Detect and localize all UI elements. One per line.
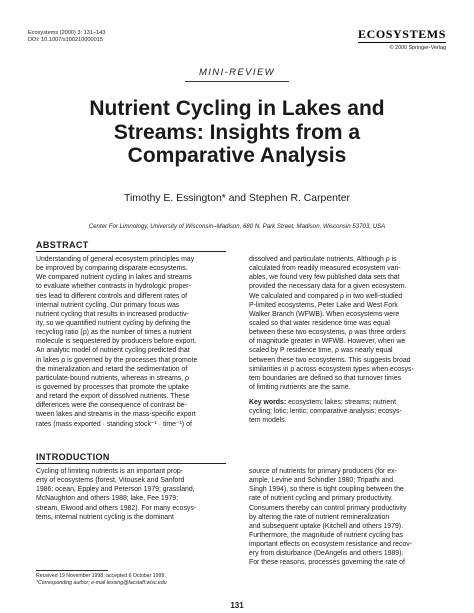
intro-line: stream, Elwood and others 1982). For many ecosys- [36,504,197,512]
abstract-line: tween lakes and streams in the mass-specific export [36,411,196,419]
abstract-line: We calculated and compared ρ in two well-studied [249,292,403,300]
page-number: 131 [230,601,244,610]
abstract-line: P-limited ecosystems, Peter Lake and West Fork [249,301,398,309]
copyright-notice: © 2000 Springer-Verlag [389,45,446,51]
abstract-line: between these two ecosystems, ρ was three orders [249,329,406,337]
intro-line: rate of nutrient cycling and primary productivity. [249,495,393,503]
abstract-line: rates (mass exported · standing stock⁻¹ · time⁻¹) of [36,420,192,428]
keywords-line [249,398,439,407]
author-affiliation: Center For Limnology, University of Wisconsin–Madison, 680 N. Park Street, Madison, Wisconsin 53703, USA [88,223,386,230]
keywords-line: cycling; lotic; lentic; comparative analysis; ecosys- [249,408,402,416]
intro-line: Furthermore, the magnitude of nutrient cycling has [249,531,403,539]
intro-line: Consumers thereby can control primary productivity [249,504,407,512]
abstract-line: and retard the export of dissolved nutrients. These [36,393,190,401]
abstract-line: to evaluate whether contrasts in hydrologic proper- [36,283,191,291]
received-dates: Received 19 November 1998; accepted 6 October 1999. [36,573,166,579]
intro-line: by altering the rate of nutrient remineralization [249,513,390,521]
title-line: Comparative Analysis [127,144,347,167]
introduction-heading-rule [36,463,226,464]
abstract-line: ables, we found very few published data sets that [249,274,400,282]
logo-wordmark: ECOSYSTEMS [357,27,446,41]
abstract-heading: ABSTRACT [36,240,89,250]
keywords-text: ecosystem; lakes; streams; nutrient [288,399,397,406]
abstract-right-column [249,255,439,392]
abstract-line: of limiting nutrients are the same. [249,383,351,391]
intro-line: 1986; ocean, Eppley and Peterson 1979; grassland, [36,486,195,494]
intro-line: Singh 1994), so there is tight coupling between the [249,486,404,494]
abstract-line: dissolved and particulate nutrients. Although ρ is [249,256,397,263]
intro-line: and subsequent uptake (Kitchell and others 1979). [249,522,403,530]
doi: DOI: 10.1007/s100210000015 [28,37,103,44]
abstract-line: An analytic model of nutrient cycling predicted that [36,347,190,355]
journal-citation [28,30,105,44]
abstract-line: scaled by P residence time, ρ was nearly equal [249,347,393,355]
intro-line: Cycling of limiting nutrients is an important prop- [36,468,184,475]
introduction-heading: INTRODUCTION [36,452,110,462]
abstract-line: We compared nutrient cycling in lakes and streams [36,274,192,282]
intro-line: ery from disturbance (DeAngelis and others 1989). [249,550,404,558]
abstract-line: between these two ecosystems. This suggests broad [249,356,411,364]
abstract-left-column [36,255,226,429]
abstract-line: ity, so we quantified nutrient cycling by defining the [36,319,191,327]
introduction-right-column [249,467,439,568]
intro-line: erty of ecosystems (forest, Vitousek and Sanford [36,477,185,485]
abstract-line: in lakes ρ is governed by the processes that promote [36,356,198,364]
abstract-line: the mineralization and retard the sedimentation of [36,365,188,373]
corresponding-author: *Corresponding author; e-mail tessing@facstaff.wisc.edu [36,579,167,586]
keywords-line: tem models. [249,417,287,425]
article-category: MINI-REVIEW [198,67,276,78]
abstract-line: be improved by comparing disparate ecosystems. [36,265,188,273]
journal-logo [358,28,446,51]
intro-line: tems, internal nutrient cycling is the dominant [36,513,174,521]
article-title [0,97,474,168]
abstract-line: recycling ratio (ρ) as the number of times a nutrient [36,329,192,337]
abstract-heading-rule [36,251,226,252]
abstract-line: provided the necessary data for a given ecosystem. [249,283,407,291]
abstract-line: Walker Branch (WFWB). When ecosystems were [249,310,400,318]
abstract-line: internal nutrient cycling. Our primary focus was [36,301,180,309]
abstract-line: ties lead to different controls and different rates of [36,292,188,300]
journal-reference: Ecosystems (2000) 3: 131–143 [28,30,106,36]
abstract-line: scaled so that water residence time was equal [249,319,390,327]
footnote [36,573,167,586]
abstract-line: differences were the consequence of contrast be- [36,402,187,410]
intro-line: For these reasons, processes governing the rate of [249,559,405,567]
abstract-line: similarities in ρ across ecosystem types when ecosys- [249,365,414,373]
intro-line: McNaughton and others 1988; lake, Fee 1979; [36,495,179,503]
abstract-line: Understanding of general ecosystem principles may [36,256,195,263]
intro-line: important effects on ecosystem resistance and recov- [249,541,413,549]
category-rule [185,81,289,82]
intro-line: ample, Levine and Schindler 1980; Tripathi and [249,477,394,485]
keywords-label: Key words: [249,399,287,406]
keywords-block [249,398,439,425]
abstract-line: tem boundaries are defined so that turnover times [249,374,402,382]
abstract-line: nutrient cycling that results in increased productiv- [36,310,189,318]
introduction-left-column [36,467,226,522]
abstract-line: particulate-bound nutrients, whereas in streams, ρ [36,374,189,382]
footnote-rule [36,570,108,571]
abstract-line: is governed by processes that promote the uptake [36,383,189,391]
abstract-line: molecule is sequestered by producers before export. [36,338,197,346]
title-line: Nutrient Cycling in Lakes and [89,97,385,120]
intro-line: source of nutrients for primary producers (for ex- [249,468,397,475]
abstract-line: calculated from readily measured ecosystem vari- [249,265,401,273]
author-list: Timothy E. Essington* and Stephen R. Carpenter [123,193,351,204]
abstract-line: of magnitude greater in WFWB. However, when we [249,338,406,346]
title-line: Streams: Insights from a [113,120,361,144]
